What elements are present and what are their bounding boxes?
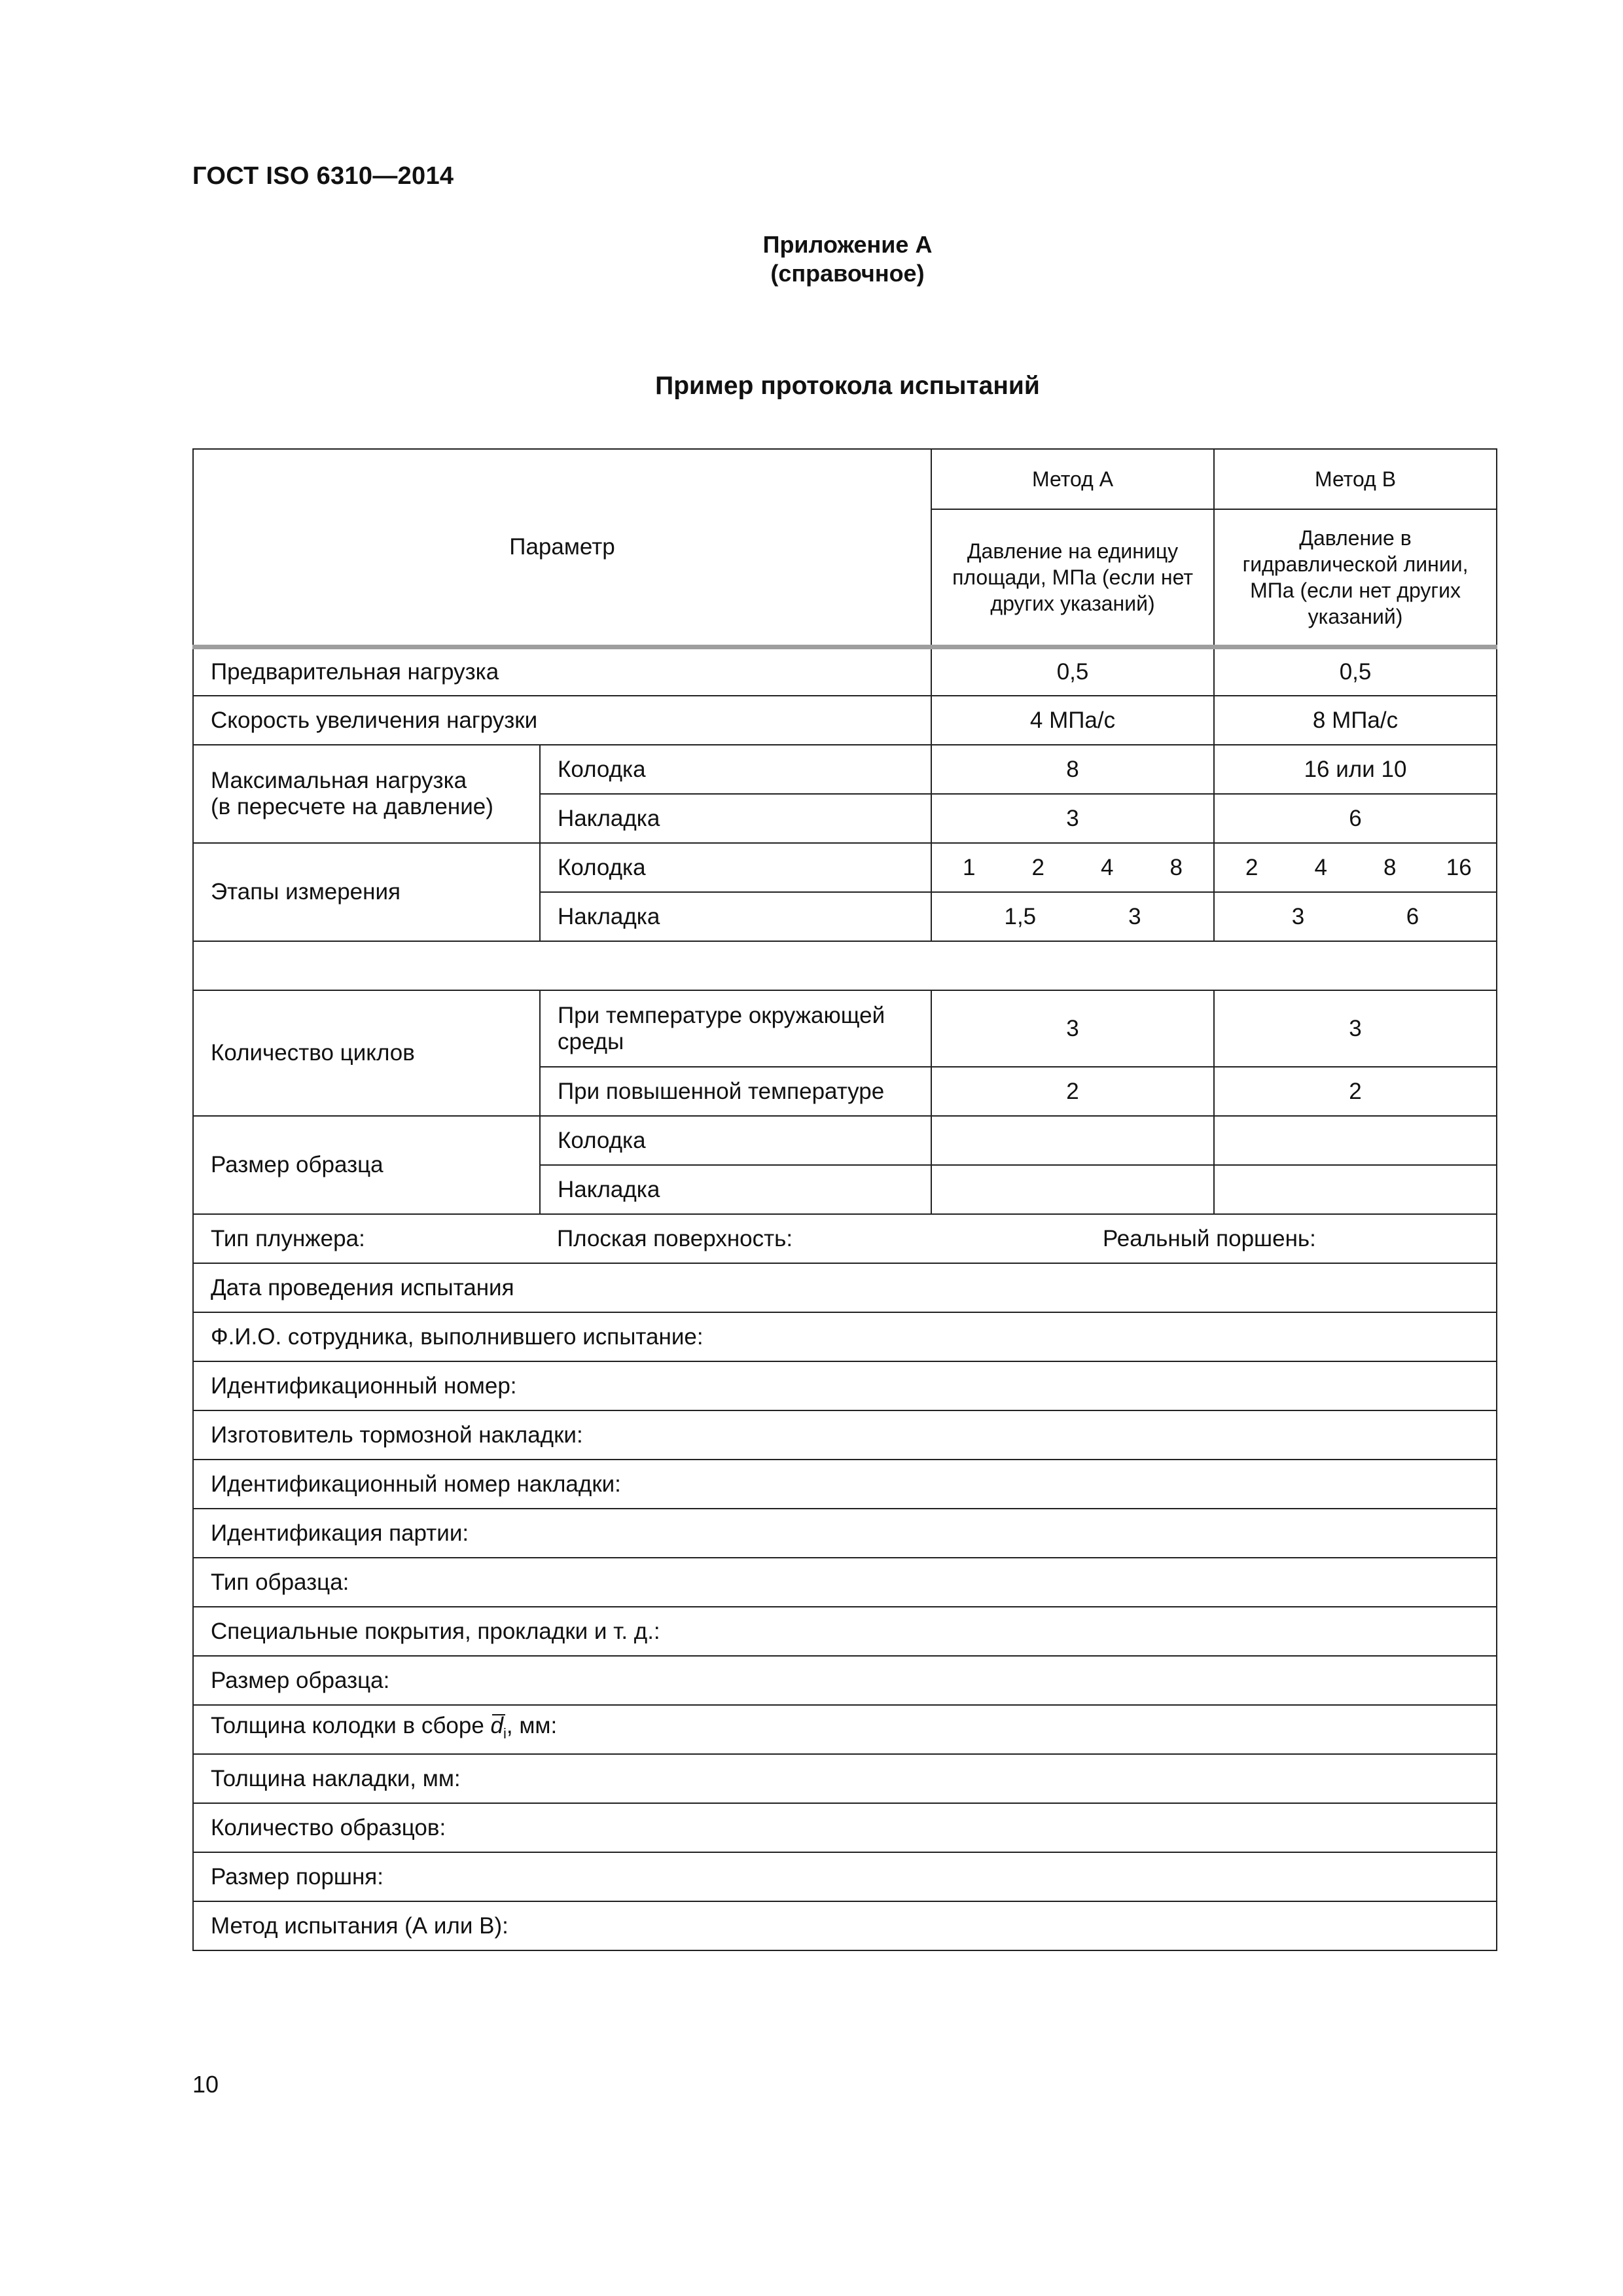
info-cell: Специальные покрытия, прокладки и т. д.: xyxy=(193,1607,1497,1656)
page-number: 10 xyxy=(192,2071,219,2098)
symbol-letter: d xyxy=(490,1712,504,1738)
steps-pad-a xyxy=(931,892,1214,941)
info-cell: Ф.И.О. сотрудника, выполнившего испытание: xyxy=(193,1312,1497,1361)
steps-pad-label: Накладка xyxy=(540,892,931,941)
empty-cell xyxy=(193,941,1497,990)
step-value: 1 xyxy=(963,854,976,880)
info-cell: Идентификационный номер накладки: xyxy=(193,1460,1497,1509)
table-row-info xyxy=(193,1312,1497,1361)
info-cell: Идентификация партии: xyxy=(193,1509,1497,1558)
table-row-info xyxy=(193,1361,1497,1410)
shoe-thickness-prefix: Толщина колодки в сборе xyxy=(211,1712,491,1738)
max-load-pad-a: 3 xyxy=(931,794,1214,843)
max-load-shoe-label: Колодка xyxy=(540,745,931,794)
info-cell: Идентификационный номер: xyxy=(193,1361,1497,1410)
table-row-empty xyxy=(193,941,1497,990)
step-value: 3 xyxy=(1128,903,1141,929)
info-cell: Тип образца: xyxy=(193,1558,1497,1607)
sample-size-label: Размер образца xyxy=(193,1116,540,1214)
plunger-options xyxy=(540,1214,1497,1263)
table-row-info xyxy=(193,1263,1497,1312)
step-value: 8 xyxy=(1383,854,1397,880)
table-row-plunger xyxy=(193,1214,1497,1263)
load-rate-a: 4 МПа/с xyxy=(931,696,1214,745)
info-cell: Изготовитель тормозной накладки: xyxy=(193,1410,1497,1460)
preload-a: 0,5 xyxy=(931,647,1214,696)
table-row-info xyxy=(193,1410,1497,1460)
step-value: 16 xyxy=(1446,854,1472,880)
cycles-elevated-a: 2 xyxy=(931,1067,1214,1116)
table-row-sample-shoe xyxy=(193,1116,1497,1165)
method-b-header: Метод В xyxy=(1214,449,1497,509)
sample-shoe-b xyxy=(1214,1116,1497,1165)
sample-shoe-label: Колодка xyxy=(540,1116,931,1165)
cycles-elevated-label: При повышенной температуре xyxy=(540,1067,931,1116)
table-row-max-load-shoe xyxy=(193,745,1497,794)
plunger-flat: Плоская поверхность: xyxy=(557,1225,793,1251)
table-row-steps-shoe xyxy=(193,843,1497,892)
table-row-preload xyxy=(193,647,1497,696)
annex-title: Приложение А xyxy=(762,231,933,258)
table-row-info xyxy=(193,1901,1497,1950)
plunger-label: Тип плунжера: xyxy=(193,1214,540,1263)
plunger-real: Реальный поршень: xyxy=(1103,1225,1316,1251)
table-row-info xyxy=(193,1607,1497,1656)
step-value: 3 xyxy=(1291,903,1305,929)
info-cell: Размер образца: xyxy=(193,1656,1497,1705)
table-row-cycles-ambient xyxy=(193,990,1497,1067)
step-value: 2 xyxy=(1031,854,1044,880)
mean-thickness-symbol xyxy=(490,1712,507,1742)
table-row-info xyxy=(193,1852,1497,1901)
step-value: 4 xyxy=(1314,854,1327,880)
info-cell: Размер поршня: xyxy=(193,1852,1497,1901)
document-code: ГОСТ ISO 6310—2014 xyxy=(192,162,454,190)
sample-pad-label: Накладка xyxy=(540,1165,931,1214)
info-cell: Количество образцов: xyxy=(193,1803,1497,1852)
max-load-shoe-b: 16 или 10 xyxy=(1214,745,1497,794)
cycles-elevated-b: 2 xyxy=(1214,1067,1497,1116)
sample-pad-b xyxy=(1214,1165,1497,1214)
table-row-load-rate xyxy=(193,696,1497,745)
preload-b: 0,5 xyxy=(1214,647,1497,696)
table-row-info xyxy=(193,1803,1497,1852)
shoe-thickness-suffix: , мм: xyxy=(506,1712,558,1738)
step-value: 4 xyxy=(1101,854,1114,880)
step-value: 2 xyxy=(1245,854,1258,880)
symbol-subscript: i xyxy=(503,1725,507,1742)
cycles-ambient-label: При температуре окружающей среды xyxy=(540,990,931,1067)
steps-label: Этапы измерения xyxy=(193,843,540,941)
step-value: 8 xyxy=(1169,854,1183,880)
table-row-info xyxy=(193,1656,1497,1705)
steps-shoe-label: Колодка xyxy=(540,843,931,892)
steps-pad-b xyxy=(1214,892,1497,941)
max-load-pad-b: 6 xyxy=(1214,794,1497,843)
table-row-info xyxy=(193,1509,1497,1558)
param-header: Параметр xyxy=(193,449,931,647)
max-load-label-line1: Максимальная нагрузка xyxy=(211,768,467,793)
info-cell: Метод испытания (А или В): xyxy=(193,1901,1497,1950)
cycles-ambient-b: 3 xyxy=(1214,990,1497,1067)
cycles-label: Количество циклов xyxy=(193,990,540,1116)
table-title: Пример протокола испытаний xyxy=(655,372,1040,400)
sample-shoe-a xyxy=(931,1116,1214,1165)
table-row-info xyxy=(193,1754,1497,1803)
step-value: 6 xyxy=(1406,903,1419,929)
shoe-thickness-cell xyxy=(193,1705,1497,1754)
cycles-ambient-a: 3 xyxy=(931,990,1214,1067)
max-load-label-line2: (в пересчете на давление) xyxy=(211,794,493,819)
info-cell: Толщина накладки, мм: xyxy=(193,1754,1497,1803)
preload-label: Предварительная нагрузка xyxy=(193,647,931,696)
sample-pad-a xyxy=(931,1165,1214,1214)
max-load-label xyxy=(193,745,540,843)
max-load-pad-label: Накладка xyxy=(540,794,931,843)
steps-shoe-b xyxy=(1214,843,1497,892)
annex-heading xyxy=(0,230,1623,288)
table-row-info xyxy=(193,1460,1497,1509)
load-rate-b: 8 МПа/с xyxy=(1214,696,1497,745)
steps-shoe-a xyxy=(931,843,1214,892)
method-b-unit: Давление в гидравлической линии, МПа (если нет других указаний) xyxy=(1214,509,1497,647)
annex-note: (справочное) xyxy=(770,260,925,287)
max-load-shoe-a: 8 xyxy=(931,745,1214,794)
table-row-info xyxy=(193,1558,1497,1607)
test-protocol-table xyxy=(192,448,1497,1951)
step-value: 1,5 xyxy=(1004,903,1037,929)
load-rate-label: Скорость увеличения нагрузки xyxy=(193,696,931,745)
table-row-shoe-thickness xyxy=(193,1705,1497,1754)
header-row-methods xyxy=(193,449,1497,509)
method-a-unit: Давление на единицу площади, МПа (если нет других указаний) xyxy=(931,509,1214,647)
method-a-header: Метод А xyxy=(931,449,1214,509)
info-cell: Дата проведения испытания xyxy=(193,1263,1497,1312)
